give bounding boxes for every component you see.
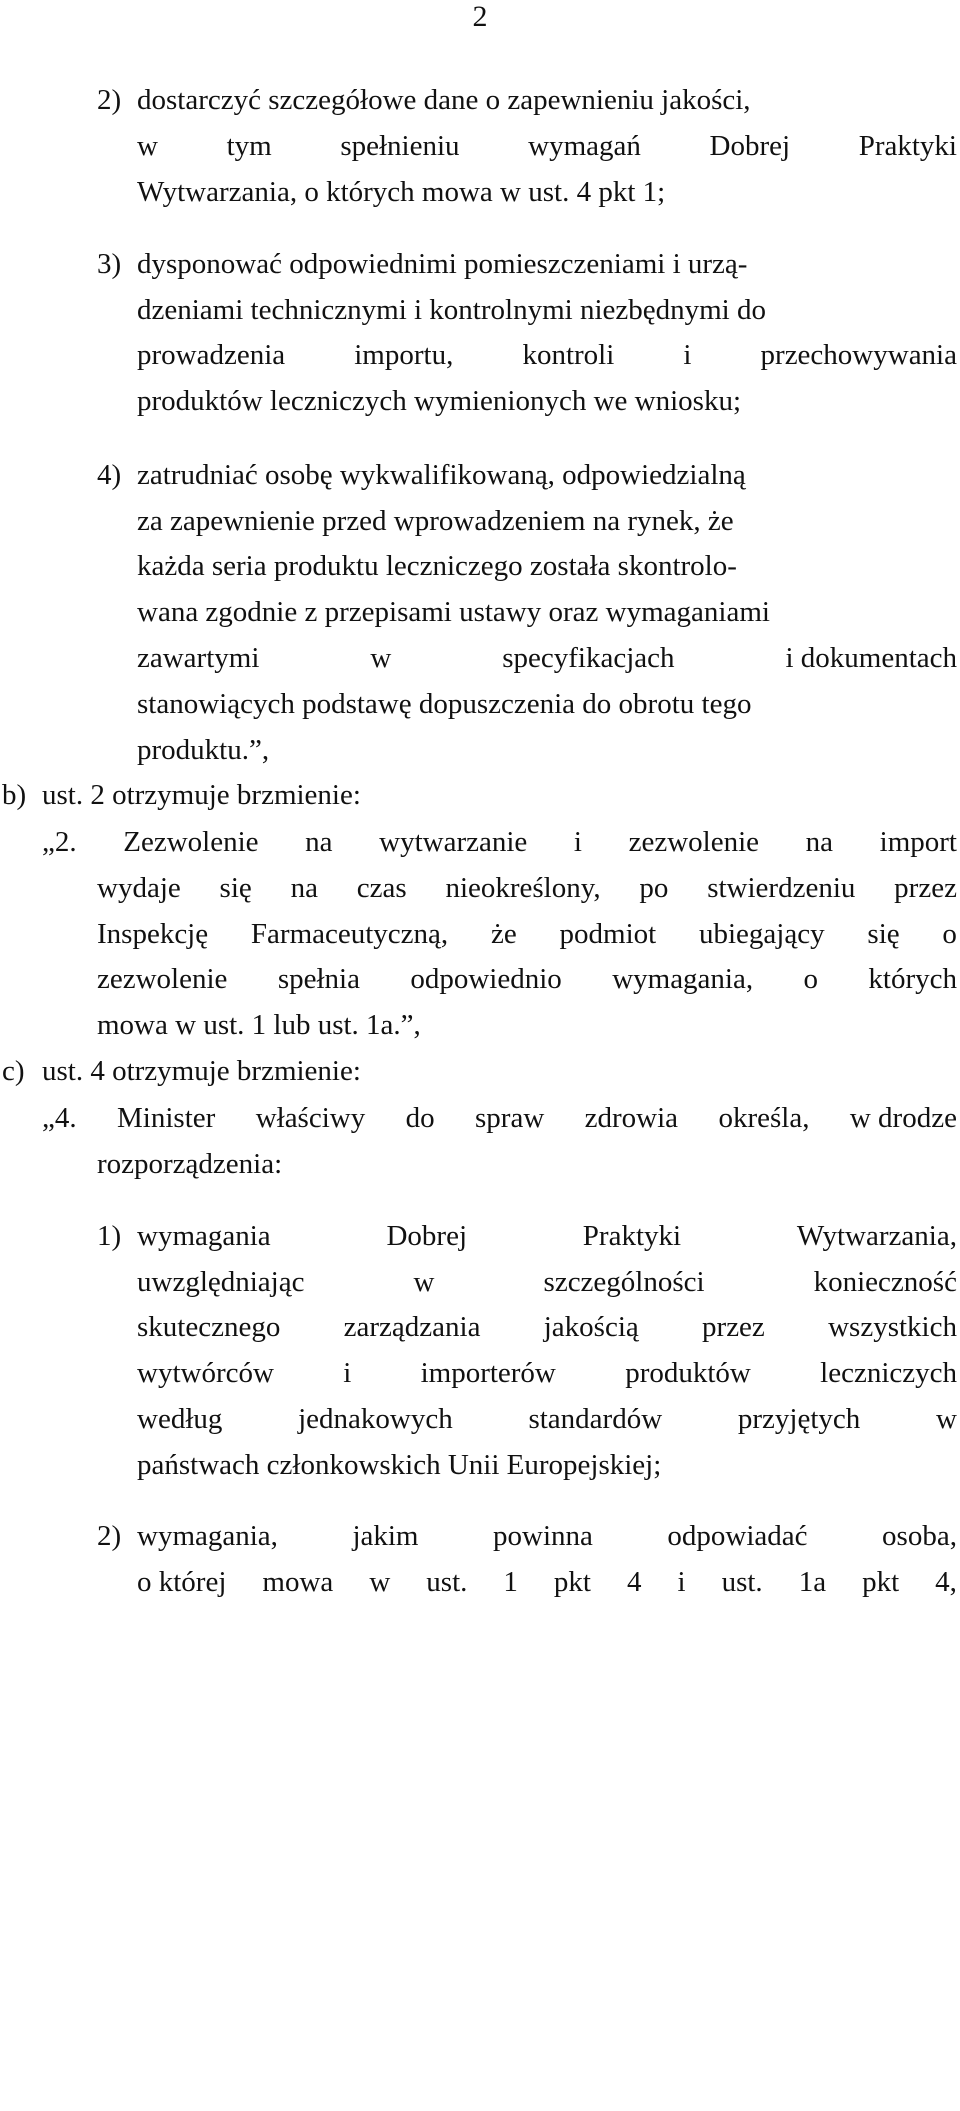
word: konieczność (813, 1266, 957, 1298)
word: Dobrej (709, 130, 791, 162)
word: mowa (262, 1566, 334, 1598)
word: Praktyki (582, 1220, 682, 1252)
text-line (97, 959, 957, 999)
word: importu, (354, 339, 454, 371)
word: w (137, 130, 158, 162)
text-line: wana zgodnie z przepisami ustawy oraz wymaganiami (137, 596, 770, 628)
word: prowadzenia (137, 339, 286, 371)
word: przechowywania (760, 339, 957, 371)
section-heading-c: ust. 4 otrzymuje brzmienie: (42, 1055, 361, 1087)
word: wymagania, (137, 1520, 278, 1552)
word: import (879, 826, 957, 858)
text-line: Wytwarzania, o których mowa w ust. 4 pkt 1; (137, 176, 666, 208)
list-number: 2) (97, 1520, 122, 1552)
word: o której (137, 1566, 227, 1598)
word: czas (356, 872, 407, 904)
word: do (405, 1102, 435, 1134)
word: Minister (117, 1102, 216, 1134)
word: importerów (420, 1357, 556, 1389)
word: że (490, 918, 517, 950)
word: powinna (493, 1520, 593, 1552)
text-line: każda seria produktu leczniczego została skontrolo- (137, 550, 737, 582)
text-line: mowa w ust. 1 lub ust. 1a.”, (97, 1009, 421, 1041)
word: jakim (352, 1520, 419, 1552)
word: i (343, 1357, 352, 1389)
text-line: stanowiących podstawę dopuszczenia do obrotu tego (137, 688, 752, 720)
word: i dokumentach (785, 642, 957, 674)
word: na (305, 826, 333, 858)
word: Praktyki (858, 130, 957, 162)
word: Farmaceutyczną, (250, 918, 449, 950)
list-number: 3) (97, 248, 122, 280)
text-line: dostarczyć szczegółowe dane o zapewnieniu jakości, (137, 84, 751, 116)
text-line (137, 126, 957, 166)
section-heading-b: ust. 2 otrzymuje brzmienie: (42, 779, 361, 811)
word: tym (226, 130, 272, 162)
word: 4, (935, 1566, 957, 1598)
word: według (137, 1403, 223, 1435)
word: spełnieniu (340, 130, 460, 162)
word: przez (702, 1311, 765, 1343)
word: spraw (475, 1102, 545, 1134)
section-label-c: c) (2, 1055, 25, 1087)
word: szczególności (543, 1266, 705, 1298)
text-line: rozporządzenia: (97, 1148, 283, 1180)
word: zdrowia (584, 1102, 679, 1134)
word: ust. (426, 1566, 468, 1598)
word: o (803, 963, 818, 995)
word: pkt (553, 1566, 591, 1598)
text-line (137, 335, 957, 375)
section-label-b: b) (2, 779, 27, 811)
word: 1a (798, 1566, 827, 1598)
word: określa, (718, 1102, 810, 1134)
text-line: dzeniami technicznymi i kontrolnymi niezbędnymi do (137, 294, 766, 326)
word: jednakowych (298, 1403, 453, 1435)
word: „2. (42, 826, 77, 858)
word: w (370, 642, 392, 674)
word: Dobrej (386, 1220, 467, 1252)
word: w (413, 1266, 435, 1298)
word: kontroli (522, 339, 615, 371)
word: wydaje (97, 872, 181, 904)
text-line (137, 1262, 957, 1302)
word: produktów (625, 1357, 751, 1389)
word: podmiot (559, 918, 657, 950)
word: zawartymi (137, 642, 260, 674)
word: osoba, (882, 1520, 957, 1552)
word: ust. (721, 1566, 763, 1598)
word: których (868, 963, 957, 995)
word: zezwolenie (97, 963, 228, 995)
word: spełnia (277, 963, 360, 995)
word: wymagań (528, 130, 641, 162)
text-line (137, 638, 957, 678)
word: wytwarzanie (379, 826, 528, 858)
word: odpowiednio (410, 963, 562, 995)
word: jakością (543, 1311, 639, 1343)
word: wytwórców (137, 1357, 274, 1389)
page-number: 2 (472, 0, 488, 33)
word: nieokreślony, (445, 872, 601, 904)
word: się (219, 872, 252, 904)
word: wszystkich (828, 1311, 957, 1343)
word: właściwy (255, 1102, 366, 1134)
word: leczniczych (820, 1357, 957, 1389)
word: Zezwolenie (123, 826, 259, 858)
word: uwzględniając (137, 1266, 305, 1298)
text-line (137, 1307, 957, 1347)
word: po (639, 872, 669, 904)
list-number: 4) (97, 459, 122, 491)
text-line (137, 1562, 957, 1602)
word: Inspekcję (97, 918, 209, 950)
text-line (137, 1216, 957, 1256)
text-line (42, 1098, 957, 1138)
word: przyjętych (737, 1403, 861, 1435)
word: się (867, 918, 900, 950)
text-line: dysponować odpowiednimi pomieszczeniami i urzą- (137, 248, 748, 280)
word: i (677, 1566, 686, 1598)
word: zezwolenie (628, 826, 760, 858)
text-line (42, 822, 957, 862)
text-line: państwach członkowskich Unii Europejskiej; (137, 1449, 662, 1481)
text-line: produktów leczniczych wymienionych we wniosku; (137, 385, 742, 417)
word: na (290, 872, 318, 904)
text-line: za zapewnienie przed wprowadzeniem na rynek, że (137, 505, 734, 537)
word: wymagania, (612, 963, 754, 995)
text-line: produktu.”, (137, 734, 270, 766)
word: 4 (626, 1566, 642, 1598)
text-line: zatrudniać osobę wykwalifikowaną, odpowiedzialną (137, 459, 746, 491)
word: w drodze (849, 1102, 957, 1134)
list-number: 2) (97, 84, 122, 116)
word: o (942, 918, 957, 950)
text-line (137, 1516, 957, 1556)
text-line (97, 868, 957, 908)
word: i (683, 339, 692, 371)
word: przez (894, 872, 957, 904)
word: pkt (862, 1566, 900, 1598)
word: odpowiadać (667, 1520, 808, 1552)
word: skutecznego (137, 1311, 281, 1343)
text-line (97, 914, 957, 954)
word: w (936, 1403, 957, 1435)
word: specyfikacjach (502, 642, 675, 674)
word: ubiegający (699, 918, 825, 950)
list-number: 1) (97, 1220, 122, 1252)
word: Wytwarzania, (796, 1220, 957, 1252)
word: na (805, 826, 834, 858)
word: wymagania (137, 1220, 271, 1252)
word: zarządzania (343, 1311, 481, 1343)
text-line (137, 1353, 957, 1393)
word: „4. (42, 1102, 77, 1134)
word: w (369, 1566, 391, 1598)
word: i (573, 826, 582, 858)
word: 1 (503, 1566, 518, 1598)
text-line (137, 1399, 957, 1439)
word: stwierdzeniu (707, 872, 856, 904)
word: standardów (528, 1403, 663, 1435)
